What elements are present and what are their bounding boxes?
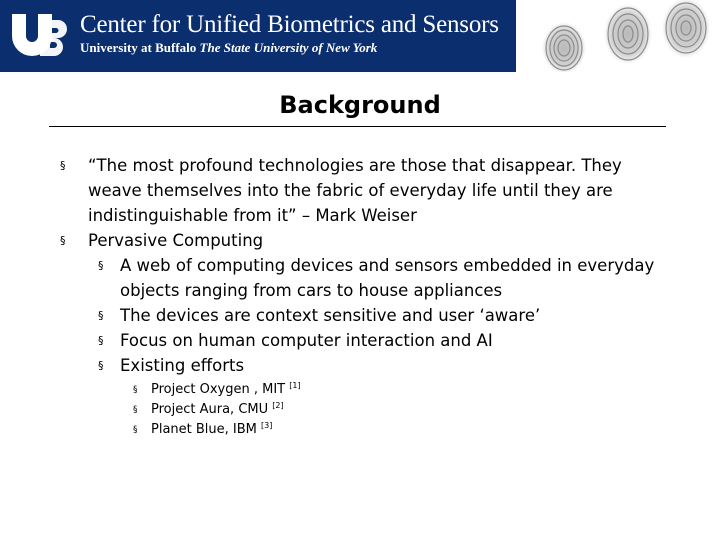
reference-marker: [3] (261, 421, 273, 430)
title-divider (49, 126, 666, 127)
bullet-text: Planet Blue, IBM (151, 422, 257, 437)
bullet-text: A web of computing devices and sensors embedded in everyday objects ranging from cars to house appliances (120, 256, 655, 300)
bullet-marker: § (98, 259, 104, 272)
bullet-text: Focus on human computer interaction and AI (120, 331, 493, 350)
bullet-marker: § (133, 405, 138, 415)
bullet-context-sensitive (60, 303, 680, 328)
bullet-marker: § (60, 159, 66, 172)
bullet-marker: § (98, 334, 104, 347)
bullet-text: Existing efforts (120, 356, 245, 375)
bullet-pervasive-computing (60, 228, 680, 253)
banner-subtitle (80, 40, 377, 56)
ub-logo-icon (10, 10, 72, 56)
bullet-text: “The most profound technologies are those that disappear. They weave themselves into the fabric of everyday life until they are indistinguishable from it” – Mark Weiser (88, 156, 622, 225)
bullet-marker: § (133, 385, 138, 395)
bullet-marker: § (133, 425, 138, 435)
bullet-text: Pervasive Computing (88, 231, 264, 250)
reference-marker: [1] (289, 381, 301, 390)
banner-subtitle-state: The State University of New York (199, 40, 378, 55)
bullet-text: The devices are context sensitive and user ‘aware’ (120, 306, 541, 325)
bullet-marker: § (98, 359, 104, 372)
bullet-project-aura (60, 400, 680, 420)
bullet-weiser-quote (60, 153, 680, 228)
bullet-marker: § (98, 309, 104, 322)
bullet-existing-efforts (60, 353, 680, 378)
fingerprints-image (516, 0, 720, 72)
bullet-text: Project Aura, CMU (151, 402, 269, 417)
banner-title: Center for Unified Biometrics and Sensors (80, 11, 499, 38)
bullet-marker: § (60, 234, 66, 247)
reference-marker: [2] (272, 401, 284, 410)
slide-body (60, 153, 680, 440)
bullet-project-oxygen (60, 380, 680, 400)
slide-title: Background (279, 91, 441, 119)
bullet-hci-ai (60, 328, 680, 353)
banner-subtitle-university: University at Buffalo (80, 40, 197, 55)
bullet-planet-blue (60, 420, 680, 440)
header-banner (0, 0, 720, 72)
existing-efforts-list (60, 380, 680, 440)
bullet-web-of-devices (60, 253, 680, 303)
bullet-text: Project Oxygen , MIT (151, 382, 286, 397)
